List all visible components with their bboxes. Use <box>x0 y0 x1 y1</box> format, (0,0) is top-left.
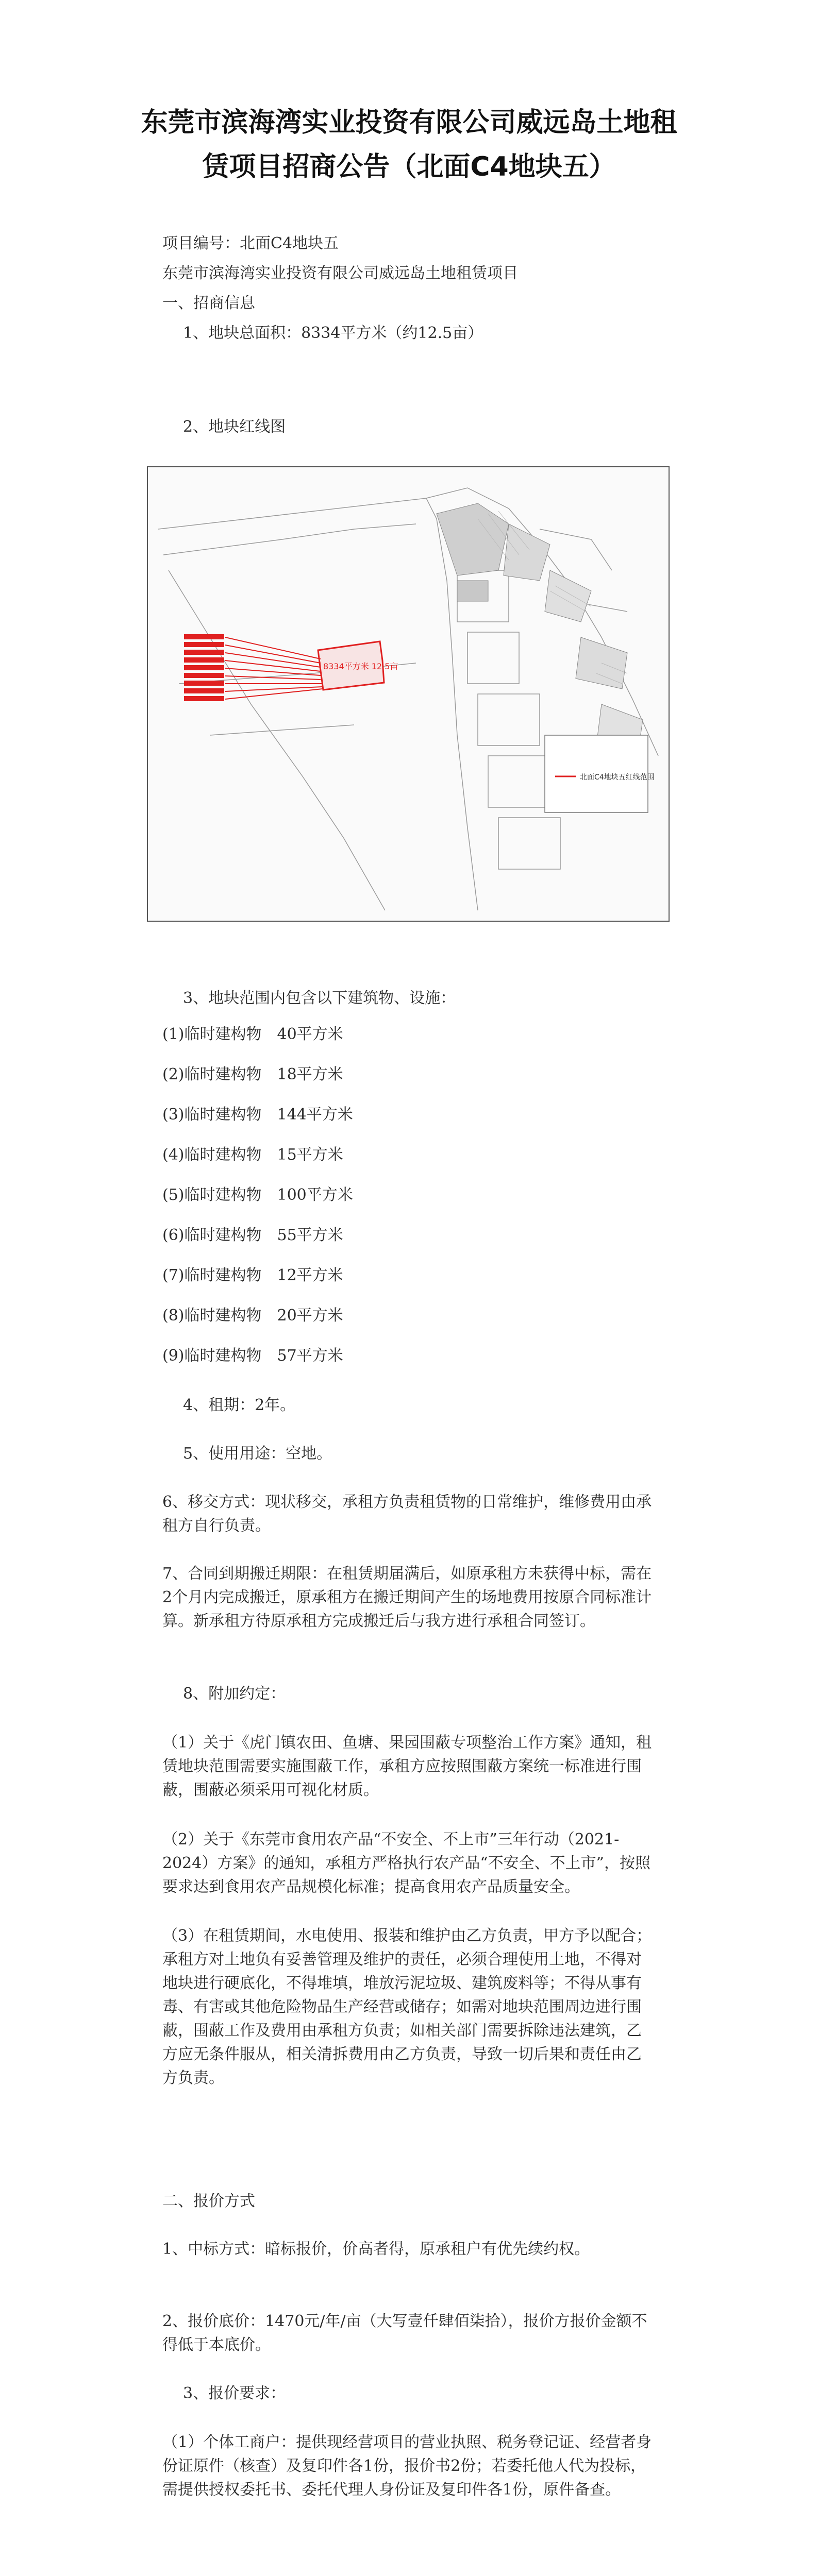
reserve-price: 2、报价底价：1470元/年/亩（大写壹仟肆佰柒拾），报价方报价金额不得低于本底价。 <box>162 2312 647 2354</box>
bidding-method: 1、中标方式：暗标报价，价高者得，原承租户有优先续约权。 <box>162 2240 590 2258</box>
building-2: (2)临时建构物 18平方米 <box>162 1065 343 1083</box>
extra-term-1: （1）关于《虎门镇农田、鱼塘、果园围蔽专项整治工作方案》通知，租赁地块范围需要实施围蔽工作，承租方应按照围蔽方案统一标准进行围蔽，围蔽必须采用可视化材质。 <box>162 1734 652 1799</box>
project-owner: 东莞市滨海湾实业投资有限公司威远岛土地租赁项目 <box>162 264 518 282</box>
extra-term-2: （2）关于《东莞市食用农产品“不安全、不上市”三年行动（2021-2024）方案》的通知，承租方严格执行农产品“不安全、不上市”，按照要求达到食用农产品规模化标准；提高食用农产品质量安全。 <box>162 1831 651 1896</box>
extra-term-3: （3）在租赁期间，水电使用、报装和维护由乙方负责，甲方予以配合；承租方对土地负有妥善管理及维护的责任，必须合理使用土地，不得对地块进行硬底化，不得堆填，堆放污泥垃圾、建筑废料等；不得从事有毒、有害或其他危险物品生产经营或储存；如需对地块范围周边进行围蔽，围蔽工作及费用由承租方负责；如相关部门需要拆除违法建筑，乙方应无条件服从，相关清拆费用由乙方负责，导致一切后果和责任由乙方负责。 <box>162 1927 652 2087</box>
building-3: (3)临时建构物 144平方米 <box>162 1106 353 1124</box>
building-7: (7)临时建构物 12平方米 <box>162 1266 343 1284</box>
building-4: (4)临时建构物 15平方米 <box>162 1146 343 1164</box>
title-line-2: 赁项目招商公告（北面C4地块五） <box>202 151 616 182</box>
building-5: (5)临时建构物 100平方米 <box>162 1186 353 1204</box>
redline-map-drawing <box>148 467 669 921</box>
page-title <box>93 100 725 189</box>
building-6: (6)临时建构物 55平方米 <box>162 1226 343 1244</box>
handover-method: 6、移交方式：现状移交，承租方负责租赁物的日常维护，维修费用由承租方自行负责。 <box>162 1493 652 1535</box>
lease-term: 4、租期：2年。 <box>183 1396 296 1414</box>
redline-map <box>147 466 670 922</box>
building-9: (9)临时建构物 57平方米 <box>162 1347 343 1365</box>
land-area: 1、地块总面积：8334平方米（约12.5亩） <box>183 324 483 342</box>
buildings-intro: 3、地块范围内包含以下建筑物、设施： <box>183 989 456 1007</box>
bid-requirements-heading: 3、报价要求： <box>183 2384 286 2402</box>
redline-legend-label: 北面C4地块五红线范围 <box>580 773 655 782</box>
title-line-1: 东莞市滨海湾实业投资有限公司威远岛土地租 <box>141 107 677 138</box>
redline-map-caption: 2、地块红线图 <box>183 418 286 436</box>
relocation-term: 7、合同到期搬迁期限：在租赁期届满后，如原承租方未获得中标，需在2个月内完成搬迁，原承租方在搬迁期间产生的场地费用按原合同标准计算。新承租方待原承租方完成搬迁后与我方进行承租合同签订。 <box>162 1565 652 1630</box>
project-number: 项目编号：北面C4地块五 <box>162 234 339 252</box>
building-1: (1)临时建构物 40平方米 <box>162 1025 343 1043</box>
section-2-heading: 二、报价方式 <box>162 2192 255 2210</box>
section-1-heading: 一、招商信息 <box>162 294 255 312</box>
land-use: 5、使用用途：空地。 <box>183 1445 332 1463</box>
extra-terms-heading: 8、附加约定： <box>183 1685 286 1703</box>
redline-area-label: 8334平方米 12.5亩 <box>323 662 398 671</box>
building-8: (8)临时建构物 20平方米 <box>162 1307 343 1325</box>
requirement-individual-business: （1）个体工商户：提供现经营项目的营业执照、税务登记证、经营者身份证原件（核查）及复印件各1份，报价书2份；若委托他人代为投标，需提供授权委托书、委托代理人身份证及复印件各1份，原件备查。 <box>162 2433 652 2499</box>
